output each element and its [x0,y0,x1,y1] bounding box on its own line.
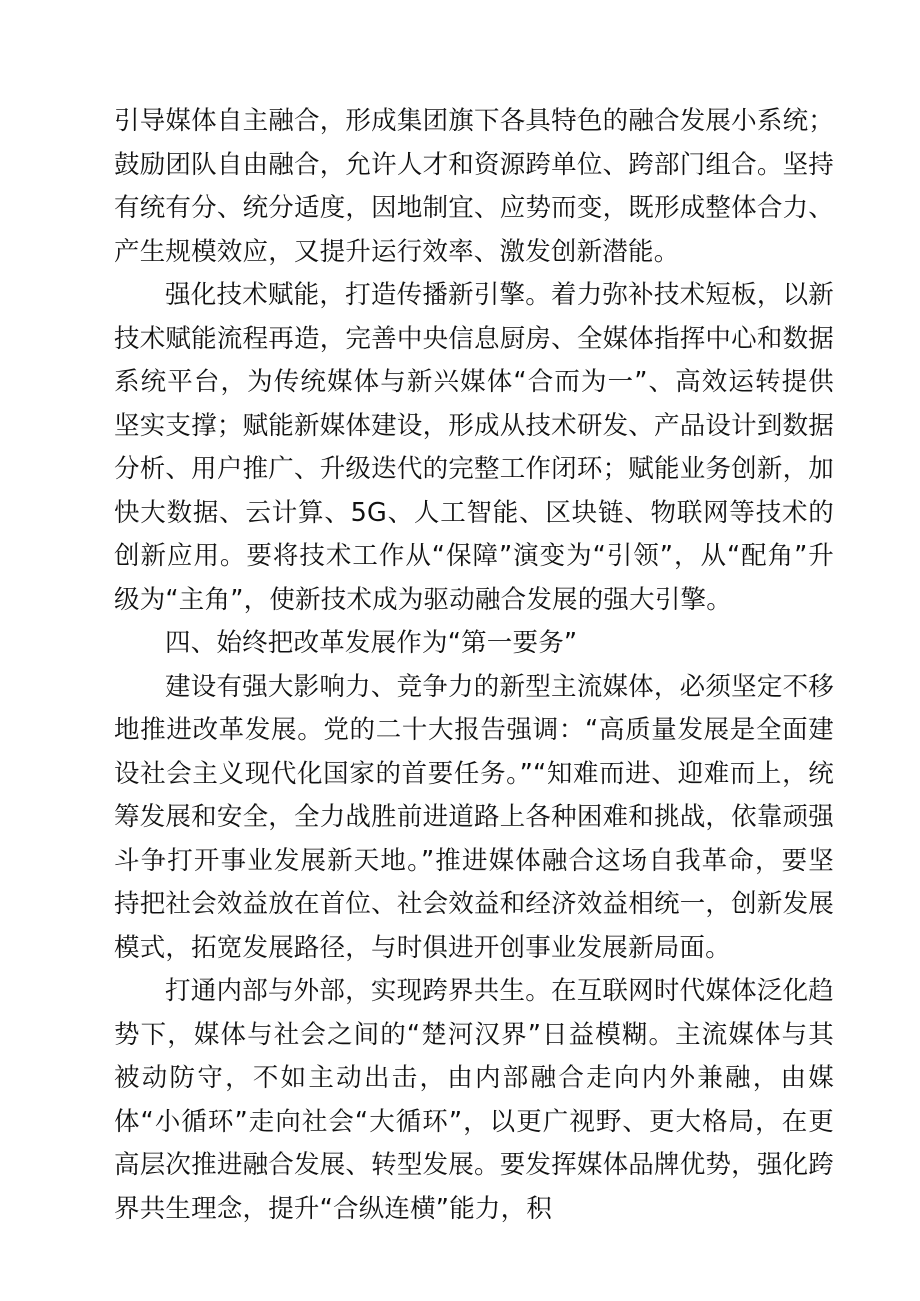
paragraph-cross-border: 打通内部与外部，实现跨界共生。在互联网时代媒体泛化趋势下，媒体与社会之间的“楚河汉界”日益模糊。主流媒体与其被动防守，不如主动出击，由内部融合走向内外兼融，由媒体“小循环”走向社会“大循环”，以更广视野、更大格局，在更高层次推进融合发展、转型发展。要发挥媒体品牌优势，强化跨界共生理念，提升“合纵连横”能力，积 [114,976,834,1224]
paragraph-tech-empowerment: 强化技术赋能，打造传播新引擎。着力弥补技术短板，以新技术赋能流程再造，完善中央信息厨房、全媒体指挥中心和数据系统平台，为传统媒体与新兴媒体“合而为一”、高效运转提供坚实支撑；赋能新媒体建设，形成从技术研发、产品设计到数据分析、用户推广、升级迭代的完整工作闭环；赋能业务创新，加快大数据、云计算、5G、人工智能、区块链、物联网等技术的创新应用。要将技术工作从“保障”演变为“引领”，从“配角”升级为“主角”，使新技术成为驱动融合发展的强大引擎。 [114,280,834,615]
paragraph-continuation: 引导媒体自主融合，形成集团旗下各具特色的融合发展小系统；鼓励团队自由融合，允许人才和资源跨单位、跨部门组合。坚持有统有分、统分适度，因地制宜、应势而变，既形成整体合力、产生规模效应，又提升运行效率、激发创新潜能。 [114,106,834,267]
section-heading: 四、始终把改革发展作为“第一要务” [165,628,578,658]
document-body [114,100,834,1231]
paragraph-reform-development: 建设有强大影响力、竞争力的新型主流媒体，必须坚定不移地推进改革发展。党的二十大报告强调：“高质量发展是全面建设社会主义现代化国家的首要任务。”“知难而进、迎难而上，统筹发展和安全，全力战胜前进道路上各种困难和挑战，依靠顽强斗争打开事业发展新天地。”推进媒体融合这场自我革命，要坚持把社会效益放在首位、社会效益和经济效益相统一，创新发展模式，拓宽发展路径，与时俱进开创事业发展新局面。 [114,671,834,963]
